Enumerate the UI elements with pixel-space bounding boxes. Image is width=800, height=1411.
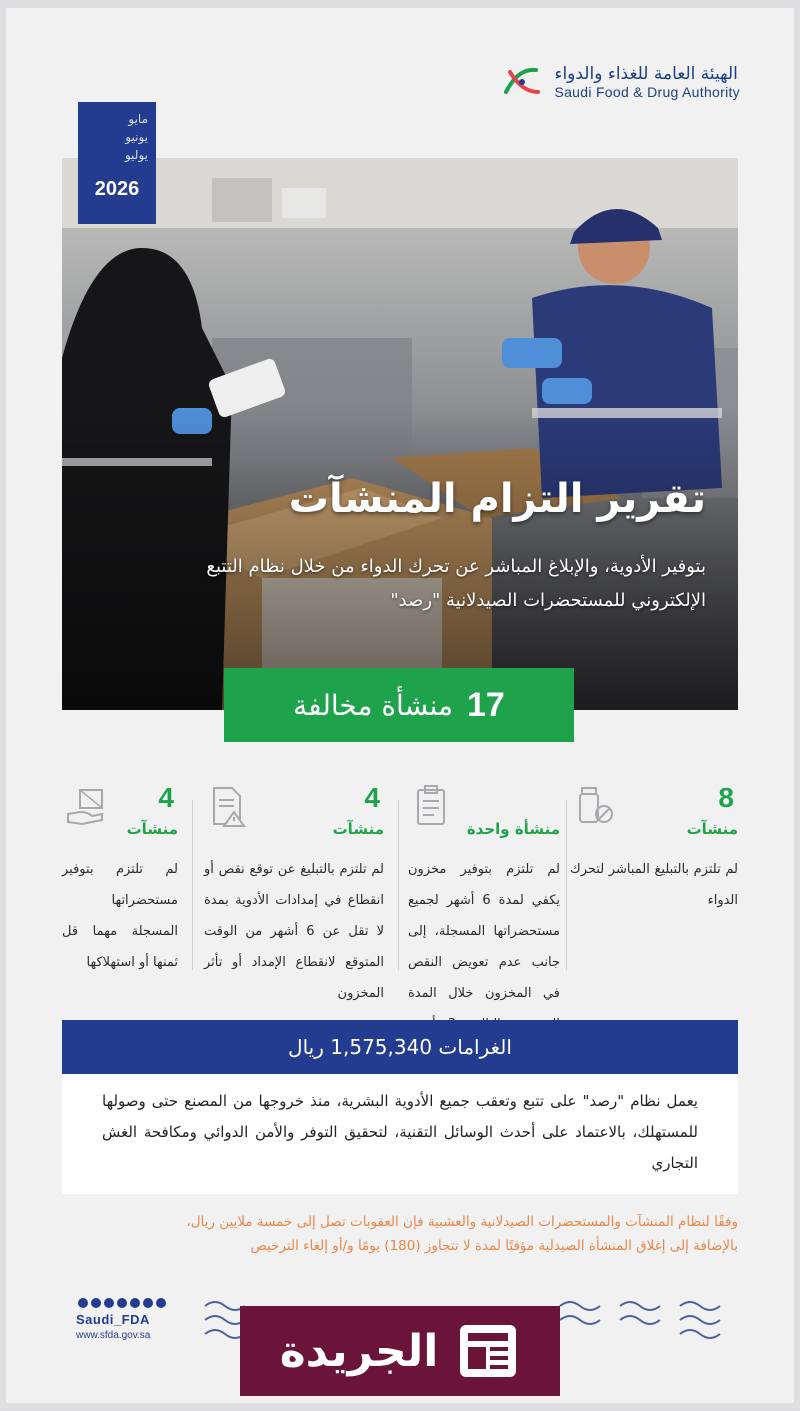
sfda-emblem-icon	[500, 62, 544, 102]
month-label: يونيو	[125, 130, 148, 144]
pill-bottle-icon	[574, 784, 614, 828]
violations-banner	[224, 668, 574, 742]
website-link[interactable]: www.sfda.gov.sa	[76, 1330, 151, 1341]
sfda-logo	[500, 62, 740, 102]
social-icon[interactable]	[156, 1298, 166, 1308]
month-label: يوليو	[124, 148, 148, 162]
violations-count: 17	[467, 685, 505, 724]
aljarida-name: الجريدة	[279, 1325, 439, 1377]
stat-unit: منشأة واحدة	[466, 820, 560, 838]
penalty-note	[62, 1210, 738, 1258]
social-handle: Saudi_FDA	[76, 1312, 150, 1327]
org-name-en: Saudi Food & Drug Authority	[554, 84, 740, 100]
stat-description: لم تلتزم بتوفير مستحضراتها المسجلة مهما قل ثمنها أو استهلاكها	[62, 862, 178, 970]
org-name-ar: الهيئة العامة للغذاء والدواء	[554, 64, 738, 84]
column-divider	[566, 800, 567, 970]
hero-photo	[62, 158, 738, 710]
month-label: مايو	[128, 112, 148, 126]
stat-description: لم تلتزم بالتبليغ المباشر لتحرك الدواء	[570, 862, 738, 908]
fines-banner: الغرامات 1,575,340 ريال	[62, 1020, 738, 1074]
violations-label: منشأة مخالفة	[293, 688, 454, 722]
stat-column	[62, 782, 178, 978]
social-icons	[78, 1298, 166, 1308]
date-badge	[78, 102, 156, 224]
penalty-line: بالإضافة إلى إغلاق المنشأة الصيدلية مؤقتًا لمدة لا تتجاوز (180) يومًا و/أو إلغاء الترخيص	[250, 1238, 738, 1254]
social-icon[interactable]	[104, 1298, 114, 1308]
aljarida-logo	[240, 1306, 560, 1396]
stat-description: لم تلتزم بتوفير مخزون يكفي لمدة 6 أشهر لجميع مستحضراتها المسجلة، إلى جانب عدم تعويض النقص في المخزون خلال المدة	[408, 862, 560, 1001]
newspaper-icon	[456, 1321, 520, 1381]
report-title: تقرير التزام المنشآت	[288, 476, 706, 522]
social-icon[interactable]	[130, 1298, 140, 1308]
social-icon[interactable]	[117, 1298, 127, 1308]
stat-count: 4	[364, 782, 380, 813]
clipboard-icon	[412, 784, 452, 828]
document-warning-icon	[208, 784, 248, 828]
stat-unit: منشآت	[686, 820, 738, 838]
stat-unit: منشآت	[332, 820, 384, 838]
stat-count: 4	[158, 782, 174, 813]
stat-count: 8	[718, 782, 734, 813]
year-label: 2026	[94, 178, 140, 200]
hand-box-icon	[66, 784, 106, 828]
stat-column	[204, 782, 384, 1009]
report-subtitle: بتوفير الأدوية، والإبلاغ المباشر عن تحرك الدواء من خلال نظام التتبع الإلكتروني للمستحضرات الصيدلانية "رصد"	[206, 556, 706, 611]
social-icon[interactable]	[143, 1298, 153, 1308]
social-icon[interactable]	[78, 1298, 88, 1308]
stat-unit: منشآت	[126, 820, 178, 838]
rasd-info-text: يعمل نظام "رصد" على تتبع وتعقب جميع الأدوية البشرية، منذ خروجها من المصنع حتى وصولها للمستهلك، بالاعتماد على أحدث الوسائل التقنية، لتحقيق التوفر والأمن الدوائي ومكافحة الغش التجاري	[62, 1074, 738, 1194]
penalty-line: وفقًا لنظام المنشآت والمستحضرات الصيدلانية والعشبية فإن العقوبات تصل إلى خمسة ملايين ريال،	[186, 1214, 738, 1230]
stat-column	[570, 782, 738, 916]
social-icon[interactable]	[91, 1298, 101, 1308]
column-divider	[192, 800, 193, 970]
column-divider	[398, 800, 399, 970]
stat-description: لم تلتزم بالتبليغ عن توقع نقص أو انقطاع في إمدادات الأدوية بمدة لا تقل عن 6 أشهر من الوقت المتوقع لانقطاع الإمداد أو تأثر المخزون	[204, 862, 384, 1001]
